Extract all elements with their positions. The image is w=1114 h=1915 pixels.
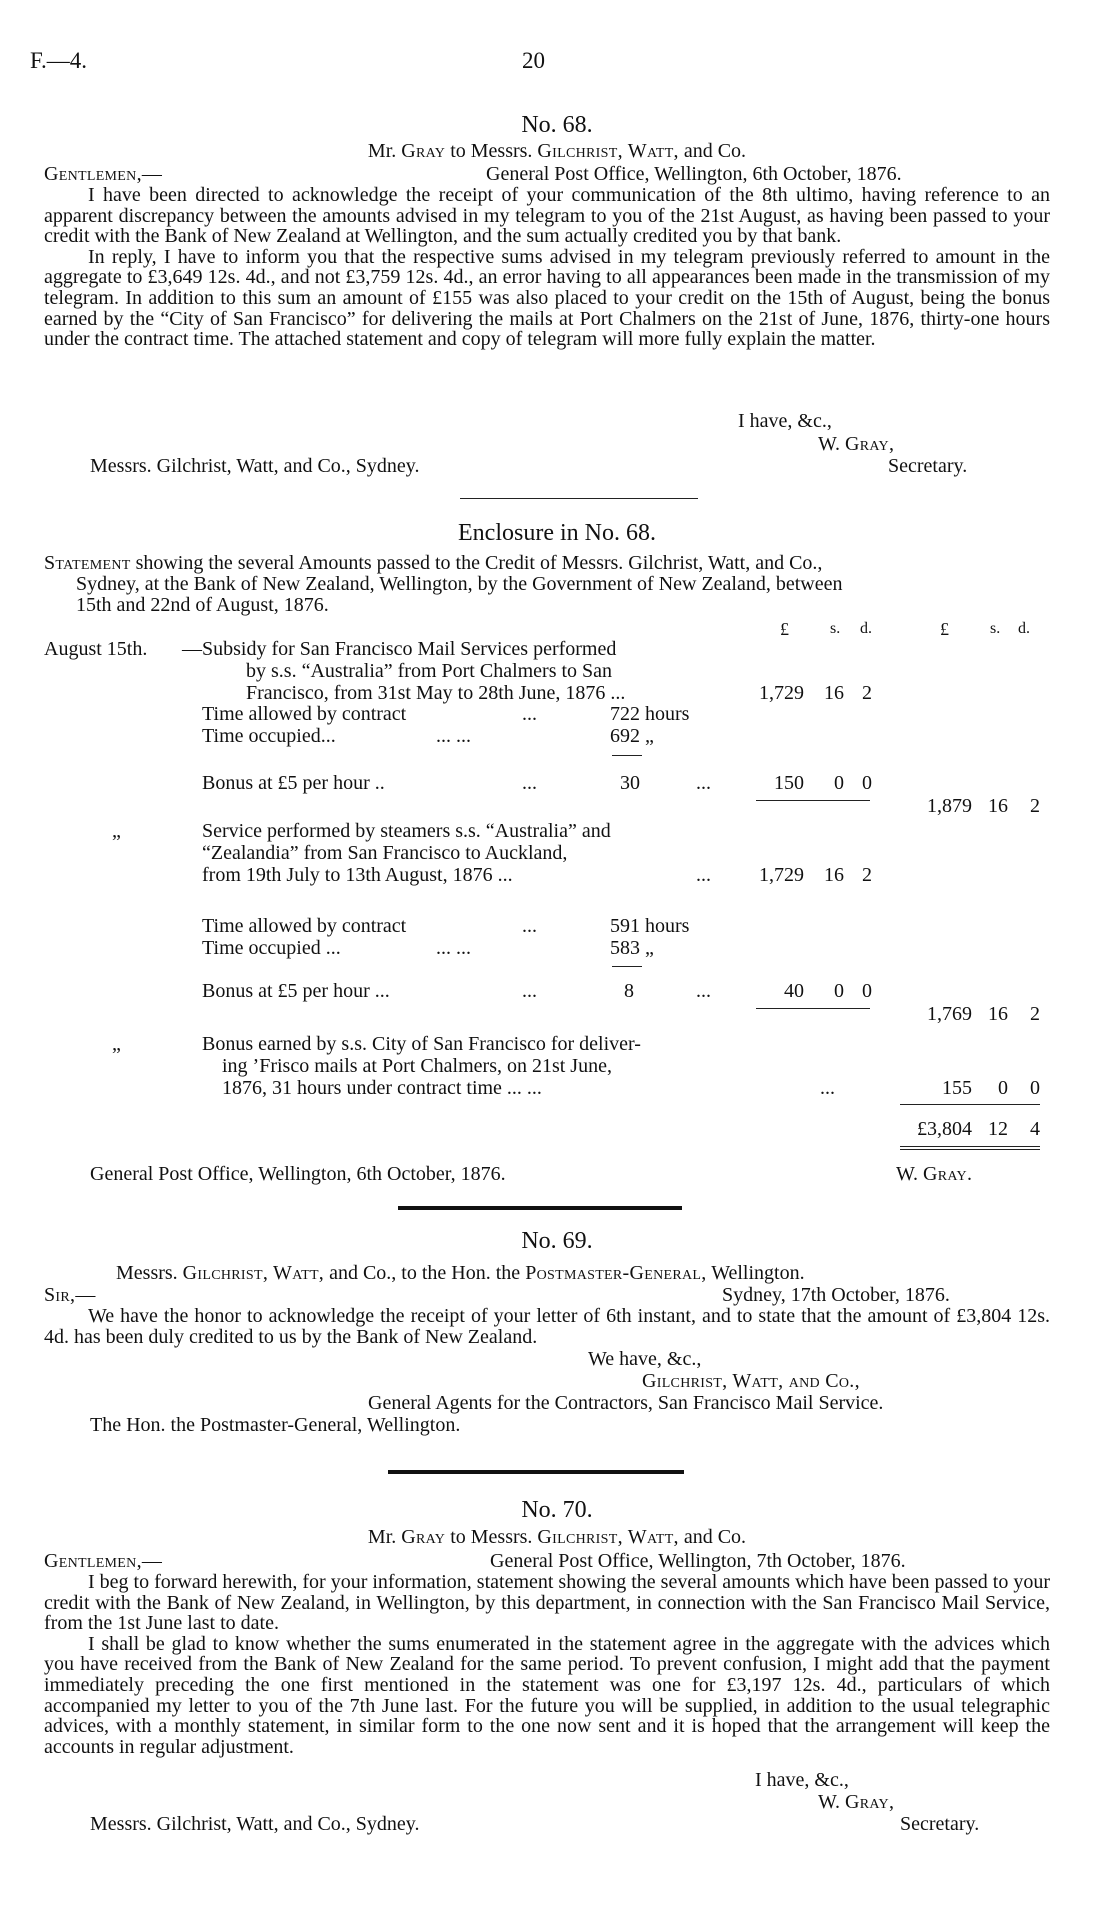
grand-total-rule-bottom-1: [900, 1146, 1040, 1147]
letter-69-closing: We have, &c.,: [588, 1348, 702, 1370]
item-2-subtotal-rule: [756, 1008, 870, 1009]
item-1-bonus-pence: 0: [862, 772, 872, 794]
col-header-pounds-2: £: [940, 619, 949, 639]
item-3-line-3: 1876, 31 hours under contract time ... ...: [222, 1077, 542, 1099]
item-1-line-3: Francisco, from 31st May to 28th June, 1876 ...: [246, 682, 626, 704]
letter-68-salutation: Gentlemen,—: [44, 163, 163, 185]
grand-total-rule-top: [900, 1104, 1040, 1105]
letter-68-signature: W. Gray,: [818, 433, 895, 455]
col-header-shillings-2: s.: [990, 620, 1001, 637]
item-1-bonus-dots-2: ...: [696, 772, 711, 794]
item-2-allowed-value: 591 hours: [610, 915, 690, 937]
section-divider: [460, 498, 698, 499]
enclosure-footer-place-date: General Post Office, Wellington, 6th October, 1876.: [90, 1163, 506, 1185]
item-3-line-1: Bonus earned by s.s. City of San Francisco for deliver-: [202, 1033, 641, 1055]
item-1-allowed-label: Time allowed by contract: [202, 703, 407, 725]
letter-68-body: [44, 185, 1050, 350]
item-1-occupied-label: Time occupied...: [202, 725, 336, 747]
letter-68-secretary: Secretary.: [888, 455, 968, 477]
item-1-allowed-value: 722 hours: [610, 703, 690, 725]
letter-70-place-date: General Post Office, Wellington, 7th October, 1876.: [490, 1550, 906, 1572]
letter-70-addressee: Messrs. Gilchrist, Watt, and Co., Sydney.: [90, 1813, 420, 1835]
letter-70-body: [44, 1572, 1050, 1757]
item-1-total-shillings: 16: [988, 795, 1008, 817]
item-2-bonus-pence: 0: [862, 980, 872, 1002]
grand-total-pence: 4: [1030, 1118, 1040, 1140]
letter-70-secretary: Secretary.: [900, 1813, 980, 1835]
item-2-line-3-dots: ...: [696, 864, 711, 886]
item-1-allowed-dots: ...: [522, 703, 537, 725]
letter-70-closing: I have, &c.,: [755, 1769, 849, 1791]
item-1-bonus-pounds: 150: [774, 772, 804, 794]
item-3-line-3-dots: ...: [820, 1077, 835, 1099]
letter-70-paragraph-1: I beg to forward herewith, for your information, statement showing the several amounts which have been passed to your credit with the Bank of New Zealand, in Wellington, by this department, in connection with the San Francisco Mail Service, from the 1st June last to date.: [44, 1571, 1050, 1635]
letter-69-from-to: Messrs. Gilchrist, Watt, and Co., to the Hon. the Postmaster-General, Wellington.: [116, 1262, 805, 1284]
section-divider-thick-2: [388, 1470, 684, 1474]
item-2-line-3: from 19th July to 13th August, 1876 ...: [202, 864, 513, 886]
section-divider-thick: [398, 1206, 682, 1210]
item-1-total-pounds: 1,879: [927, 795, 972, 817]
letter-68-addressee: Messrs. Gilchrist, Watt, and Co., Sydney.: [90, 455, 420, 477]
item-1-bonus-shillings: 0: [834, 772, 844, 794]
item-2-occupied-label: Time occupied ...: [202, 937, 341, 959]
item-2-bonus-label: Bonus at £5 per hour ...: [202, 980, 390, 1002]
col-header-pence-1: d.: [860, 620, 872, 637]
item-2-line-2: “Zealandia” from San Francisco to Auckland,: [202, 842, 568, 864]
item-2-total-shillings: 16: [988, 1003, 1008, 1025]
item-2-amount-pence: 2: [862, 864, 872, 886]
item-1-total-pence: 2: [1030, 795, 1040, 817]
letter-69-addressee: The Hon. the Postmaster-General, Wellington.: [90, 1414, 461, 1436]
letter-68-place-date: General Post Office, Wellington, 6th October, 1876.: [486, 163, 902, 185]
item-2-allowed-dots: ...: [522, 915, 537, 937]
item-3-ditto-mark: „: [112, 1033, 121, 1055]
item-1-subtotal-rule: [756, 800, 870, 801]
item-2-total-pence: 2: [1030, 1003, 1040, 1025]
item-1-line-1: —Subsidy for San Francisco Mail Services performed: [182, 638, 617, 660]
item-1-amount-shillings: 16: [824, 682, 844, 704]
item-1-bonus-label: Bonus at £5 per hour ..: [202, 772, 385, 794]
col-header-pence-2: d.: [1018, 620, 1030, 637]
item-3-line-2: ing ’Frisco mails at Port Chalmers, on 21st June,: [222, 1055, 612, 1077]
enclosure-footer-signature: W. Gray.: [896, 1163, 973, 1185]
item-2-occupied-dots: ... ...: [436, 937, 471, 959]
item-1-hours-rule: [612, 755, 642, 756]
item-1-line-2: by s.s. “Australia” from Port Chalmers to San: [246, 660, 613, 682]
letter-68-paragraph-2: In reply, I have to inform you that the respective sums advised in my telegram previously referred to amount in the aggregate to £3,649 12s. 4d., and not £3,759 12s. 4d., an error having to all appearances been made in the transmission of my telegram. In addition to this sum an amount of £155 was also placed to your credit on the 15th of August, being the bonus earned by the “City of San Francisco” for delivering the mails at Port Chalmers on the 21st of June, 1876, thirty-one hours under the contract time. The attached statement and copy of telegram will more fully explain the matter.: [44, 245, 1050, 351]
enclosure-title: Enclosure in No. 68.: [458, 520, 656, 546]
letter-69-paragraph-1: We have the honor to acknowledge the receipt of your letter of 6th instant, and to state that the amount of £3,804 12s. 4d. has been duly credited to us by the Bank of New Zealand.: [44, 1305, 1050, 1348]
item-2-bonus-shillings: 0: [834, 980, 844, 1002]
statement-heading-line-1: Statement showing the several Amounts passed to the Credit of Messrs. Gilchrist, Watt, and Co.,: [44, 552, 823, 574]
grand-total-shillings: 12: [988, 1118, 1008, 1140]
letter-70-paragraph-2: I shall be glad to know whether the sums enumerated in the statement agree in the aggregate with the advices which you have received from the Bank of New Zealand for the same period. To prevent confusion, I might add that the payment immediately preceding the one first mentioned in the statement was one for £3,197 12s. 4d., particulars of which accompanied my letter to you of the 7th June last. For the future you will be supplied, in addition to the usual telegraphic advices, with a monthly statement, in similar form to the one now sent and it is hoped that the arrangement will keep the accounts in regular adjustment.: [44, 1632, 1050, 1758]
letter-69-signature: Gilchrist, Watt, and Co.,: [642, 1370, 860, 1392]
item-1-amount-pence: 2: [862, 682, 872, 704]
item-3-total-shillings: 0: [998, 1077, 1008, 1099]
item-1-occupied-value: 692 „: [610, 725, 654, 747]
letter-69-body: [44, 1306, 1050, 1347]
letter-70-salutation: Gentlemen,—: [44, 1550, 163, 1572]
item-2-bonus-dots: ...: [522, 980, 537, 1002]
item-1-occupied-dots: ... ...: [436, 725, 471, 747]
letter-68-from-to: Mr. Gray to Messrs. Gilchrist, Watt, and Co.: [367, 140, 747, 162]
item-2-bonus-dots-2: ...: [696, 980, 711, 1002]
item-2-allowed-label: Time allowed by contract: [202, 915, 407, 937]
item-2-amount-pounds: 1,729: [759, 864, 804, 886]
item-2-bonus-pounds: 40: [784, 980, 804, 1002]
letter-68-paragraph-1: I have been directed to acknowledge the receipt of your communication of the 8th ultimo, having reference to an apparent discrepancy between the amounts advised in my telegram to you of the 21st August, as having been passed to your credit with the Bank of New Zealand at Wellington, and the sum actually credited you by that bank.: [44, 184, 1050, 248]
item-2-ditto-mark: „: [112, 820, 121, 842]
letter-70-signature: W. Gray,: [818, 1791, 895, 1813]
page-number: 20: [522, 48, 545, 73]
item-2-total-pounds: 1,769: [927, 1003, 972, 1025]
letter-69-signature-role: General Agents for the Contractors, San Francisco Mail Service.: [368, 1392, 884, 1414]
letter-68-closing: I have, &c.,: [738, 410, 832, 432]
statement-heading-line-3: 15th and 22nd of August, 1876.: [76, 594, 329, 616]
letter-69-salutation: Sir,—: [44, 1284, 96, 1306]
letter-70-from-to: Mr. Gray to Messrs. Gilchrist, Watt, and Co.: [367, 1526, 747, 1548]
item-3-total-pence: 0: [1030, 1077, 1040, 1099]
page-reference: F.—4.: [30, 48, 87, 73]
letter-69-title: No. 69.: [521, 1228, 593, 1254]
letter-68-title: No. 68.: [521, 112, 593, 138]
statement-date: August 15th.: [44, 638, 148, 660]
item-2-hours-rule: [612, 966, 642, 967]
item-1-bonus-dots: ...: [522, 772, 537, 794]
letter-69-place-date: Sydney, 17th October, 1876.: [722, 1284, 950, 1306]
item-1-bonus-hours: 30: [620, 772, 640, 794]
col-header-pounds-1: £: [780, 619, 789, 639]
item-2-amount-shillings: 16: [824, 864, 844, 886]
item-2-bonus-hours: 8: [624, 980, 634, 1002]
letter-70-title: No. 70.: [521, 1497, 593, 1523]
col-header-shillings-1: s.: [830, 620, 841, 637]
statement-heading-line-2: Sydney, at the Bank of New Zealand, Wellington, by the Government of New Zealand, between: [76, 573, 843, 595]
grand-total-pounds: £3,804: [917, 1118, 972, 1140]
item-3-total-pounds: 155: [942, 1077, 972, 1099]
item-2-occupied-value: 583 „: [610, 937, 654, 959]
item-1-amount-pounds: 1,729: [759, 682, 804, 704]
grand-total-rule-bottom-2: [900, 1149, 1040, 1150]
item-2-line-1: Service performed by steamers s.s. “Australia” and: [202, 820, 611, 842]
